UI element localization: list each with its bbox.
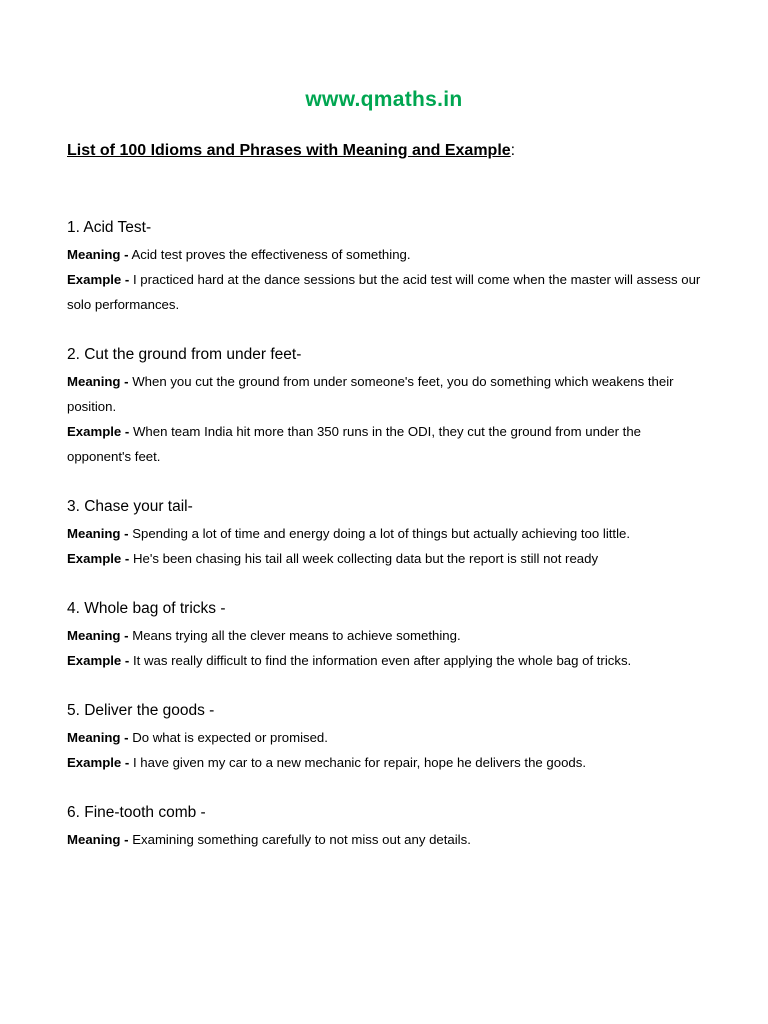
idiom-entry: [67, 343, 707, 469]
example-label: Example -: [67, 551, 130, 566]
meaning-label: Meaning -: [67, 526, 129, 541]
meaning-row: [67, 521, 707, 546]
meaning-text: Acid test proves the effectiveness of something.: [131, 247, 411, 262]
page-title-colon: :: [510, 142, 516, 159]
meaning-row: [67, 725, 707, 750]
idiom-heading: 2. Cut the ground from under feet-: [67, 346, 302, 363]
meaning-label: Meaning -: [67, 730, 129, 745]
idiom-heading: 4. Whole bag of tricks -: [67, 600, 226, 617]
idiom-entry: [67, 495, 707, 571]
meaning-text: Means trying all the clever means to achieve something.: [132, 628, 461, 643]
meaning-row: [67, 623, 707, 648]
idiom-heading: 5. Deliver the goods -: [67, 702, 215, 719]
example-text: It was really difficult to find the information even after applying the whole bag of tricks.: [132, 653, 632, 668]
example-row: [67, 750, 707, 775]
meaning-text: Examining something carefully to not miss out any details.: [132, 832, 471, 847]
meaning-label: Meaning -: [67, 247, 129, 262]
example-label: Example -: [67, 424, 130, 439]
idiom-heading: 1. Acid Test-: [67, 219, 152, 236]
example-text: I practiced hard at the dance sessions but the acid test will come when the master will assess our solo performances.: [67, 272, 701, 312]
meaning-label: Meaning -: [67, 832, 129, 847]
idiom-entry: [67, 216, 707, 317]
meaning-row: [67, 242, 707, 267]
example-row: [67, 546, 707, 571]
meaning-row: [67, 369, 707, 419]
example-label: Example -: [67, 755, 130, 770]
example-text: When team India hit more than 350 runs in the ODI, they cut the ground from under the opponent's feet.: [67, 424, 641, 464]
site-url: www.qmaths.in: [305, 88, 463, 111]
idiom-heading: 3. Chase your tail-: [67, 498, 193, 515]
meaning-text: Spending a lot of time and energy doing a lot of things but actually achieving too little.: [132, 526, 631, 541]
idiom-entry: [67, 699, 707, 775]
idiom-list: [67, 216, 707, 878]
idiom-heading: 6. Fine-tooth comb -: [67, 804, 206, 821]
meaning-text: Do what is expected or promised.: [132, 730, 328, 745]
example-text: I have given my car to a new mechanic for repair, hope he delivers the goods.: [132, 755, 587, 770]
meaning-row: [67, 827, 707, 852]
meaning-label: Meaning -: [67, 628, 129, 643]
idiom-entry: [67, 801, 707, 852]
example-row: [67, 267, 707, 317]
example-label: Example -: [67, 653, 130, 668]
meaning-label: Meaning -: [67, 374, 129, 389]
idiom-entry: [67, 597, 707, 673]
page-title-text: List of 100 Idioms and Phrases with Meaning and Example: [67, 142, 511, 159]
example-row: [67, 419, 707, 469]
example-text: He's been chasing his tail all week collecting data but the report is still not ready: [132, 551, 599, 566]
example-label: Example -: [67, 272, 130, 287]
page-title: [67, 140, 515, 162]
meaning-text: When you cut the ground from under someone's feet, you do something which weakens their position.: [67, 374, 674, 414]
example-row: [67, 648, 707, 673]
